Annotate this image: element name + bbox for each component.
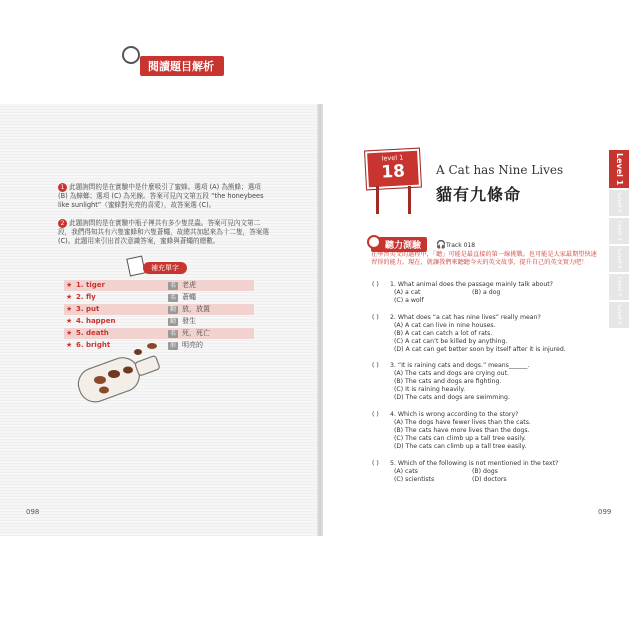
page-number-right: 099 — [598, 508, 612, 516]
answer-blank[interactable]: ( ) — [372, 411, 379, 418]
audio-track[interactable] — [436, 240, 475, 249]
vocab-row — [64, 304, 254, 315]
vocab-pos: 動 — [170, 305, 177, 313]
bottle-with-bees-illustration — [72, 340, 172, 410]
vocab-word: 5. death — [76, 329, 109, 337]
listening-section-header — [371, 237, 427, 252]
answer-blank[interactable]: ( ) — [372, 362, 379, 369]
vocab-pos: 動 — [170, 317, 177, 325]
option-a: (A) A cat can live in nine houses. — [394, 322, 496, 329]
track-label: Track 018 — [445, 242, 476, 249]
sign-post-left — [376, 186, 379, 214]
story-title-en: A Cat has Nine Lives — [436, 163, 564, 177]
headphones-icon: 🎧 — [436, 240, 446, 249]
option-d: (D) The cats can climb up a tall tree easily. — [394, 443, 527, 450]
side-tab-level-6[interactable]: Level 6 — [609, 302, 629, 328]
answer-explanation-1 — [58, 183, 272, 210]
option-b: (B) The cats have more lives than the dogs. — [394, 427, 530, 434]
vocab-pos: 名 — [170, 281, 177, 289]
option-b: (B) The cats and dogs are fighting. — [394, 378, 502, 385]
question-stem: 1. What animal does the passage mainly talk about? — [390, 281, 553, 288]
question-5 — [372, 460, 592, 484]
option-b: (B) dogs — [472, 468, 498, 475]
vocab-word: 2. fly — [76, 293, 96, 301]
side-tab-level-2[interactable]: Level 2 — [609, 190, 629, 216]
question-4 — [372, 411, 592, 451]
star-icon: ★ — [66, 341, 73, 349]
option-a: (A) The cats and dogs are crying out. — [394, 370, 509, 377]
vocab-word: 3. put — [76, 305, 100, 313]
book-gutter — [317, 104, 323, 536]
question-2 — [372, 314, 592, 354]
answer-text: 此題詢問的是在實驗中瓶子裡共有多少隻昆蟲。答案可見內文第二段，我們得知共有六隻蜜蜂和六隻蒼蠅，故總共加起來為十二隻，答案選 (C)。此題用來引出首次意識答案，蜜蜂與蒼蠅的總數。 — [58, 219, 269, 245]
answer-blank[interactable]: ( ) — [372, 314, 379, 321]
vocab-pos: 名 — [170, 293, 177, 301]
sign-post-right — [408, 186, 411, 214]
answer-blank[interactable]: ( ) — [372, 460, 379, 467]
answer-explanation-2 — [58, 219, 272, 246]
option-a: (A) cats — [394, 468, 418, 475]
lesson-number: 18 — [380, 161, 406, 183]
vocab-meaning: 放，放置 — [182, 305, 210, 313]
question-stem: 3. “It is raining cats and dogs.” means______. — [390, 362, 530, 369]
option-d: (D) doctors — [472, 476, 507, 483]
question-stem: 5. Which of the following is not mentioned in the text? — [390, 460, 559, 467]
answer-blank[interactable]: ( ) — [372, 281, 379, 288]
listening-intro: 在學習英文的過程中，「聽」可能是最直接的第一線挑戰。也可能是大家最期望快速習得的能力。現在，就讓我們來聽聽今天的英文故事，提升自己的英文實力吧！ — [371, 251, 597, 266]
star-icon: ★ — [66, 305, 73, 313]
listening-title: 聽力測驗 — [385, 241, 422, 251]
option-a: (A) The dogs have fewer lives than the cats. — [394, 419, 531, 426]
magnifier-icon — [122, 46, 140, 64]
vocab-word: 4. happen — [76, 317, 116, 325]
star-icon: ★ — [66, 329, 73, 337]
vocab-row — [64, 328, 254, 339]
vocab-row — [64, 292, 254, 303]
vocab-row — [64, 316, 254, 327]
level-side-tabs — [609, 150, 629, 330]
side-tab-level-3[interactable]: Level 3 — [609, 218, 629, 244]
vocab-meaning: 死，死亡 — [182, 329, 210, 337]
star-icon: ★ — [66, 293, 73, 301]
question-1 — [372, 281, 592, 305]
question-stem: 2. What does “a cat has nine lives” really mean? — [390, 314, 541, 321]
section-title: 閱讀題目解析 — [140, 56, 224, 76]
side-tab-level-5[interactable]: Level 5 — [609, 274, 629, 300]
answer-number: 1 — [58, 183, 67, 192]
option-c: (C) scientists — [394, 476, 435, 483]
vocab-meaning: 老虎 — [182, 281, 196, 289]
answer-number: 2 — [58, 219, 67, 228]
lesson-sign — [365, 149, 421, 190]
vocab-meaning: 發生 — [182, 317, 196, 325]
star-icon: ★ — [66, 281, 73, 289]
option-c: (C) A cat can’t be killed by anything. — [394, 338, 508, 345]
option-d: (D) A cat can get better soon by itself after it is injured. — [394, 346, 566, 353]
answer-text: 此題詢問的是在實驗中是什麼吸引了蜜蜂。選項 (A) 為熊蜂；選項 (B) 為蟑螂；選項 (C) 為光線。答案可見內文第五段 “the honeybees like sunlight”（蜜蜂對光亮的喜愛），故答案選 (C)。 — [58, 183, 264, 209]
vocab-title: 補充單字 — [143, 262, 187, 274]
option-c: (C) The cats can climb up a tall tree easily. — [394, 435, 526, 442]
star-icon: ★ — [66, 317, 73, 325]
vocab-meaning: 明亮的 — [182, 341, 203, 349]
vocab-pos: 形 — [170, 341, 177, 349]
vocab-pos: 名 — [170, 329, 177, 337]
level-label: level 1 — [381, 153, 404, 163]
option-d: (D) The cats and dogs are swimming. — [394, 394, 510, 401]
option-a: (A) a cat — [394, 289, 421, 296]
vocab-meaning: 蒼蠅 — [182, 293, 196, 301]
side-tab-level-4[interactable]: Level 4 — [609, 246, 629, 272]
ear-icon — [367, 235, 381, 249]
vocab-word: 1. tiger — [76, 281, 105, 289]
story-title-zh: 貓有九條命 — [436, 185, 522, 204]
option-b: (B) a dog — [472, 289, 501, 296]
option-c: (C) a wolf — [394, 297, 424, 304]
question-3 — [372, 362, 592, 402]
question-stem: 4. Which is wrong according to the story? — [390, 411, 519, 418]
vocab-word: 6. bright — [76, 341, 111, 349]
option-b: (B) A cat can catch a lot of rats. — [394, 330, 493, 337]
page-number-left: 098 — [26, 508, 40, 516]
vocab-row — [64, 280, 254, 291]
side-tab-level-1[interactable]: Level 1 — [609, 150, 629, 188]
option-c: (C) It is raining heavily. — [394, 386, 466, 393]
